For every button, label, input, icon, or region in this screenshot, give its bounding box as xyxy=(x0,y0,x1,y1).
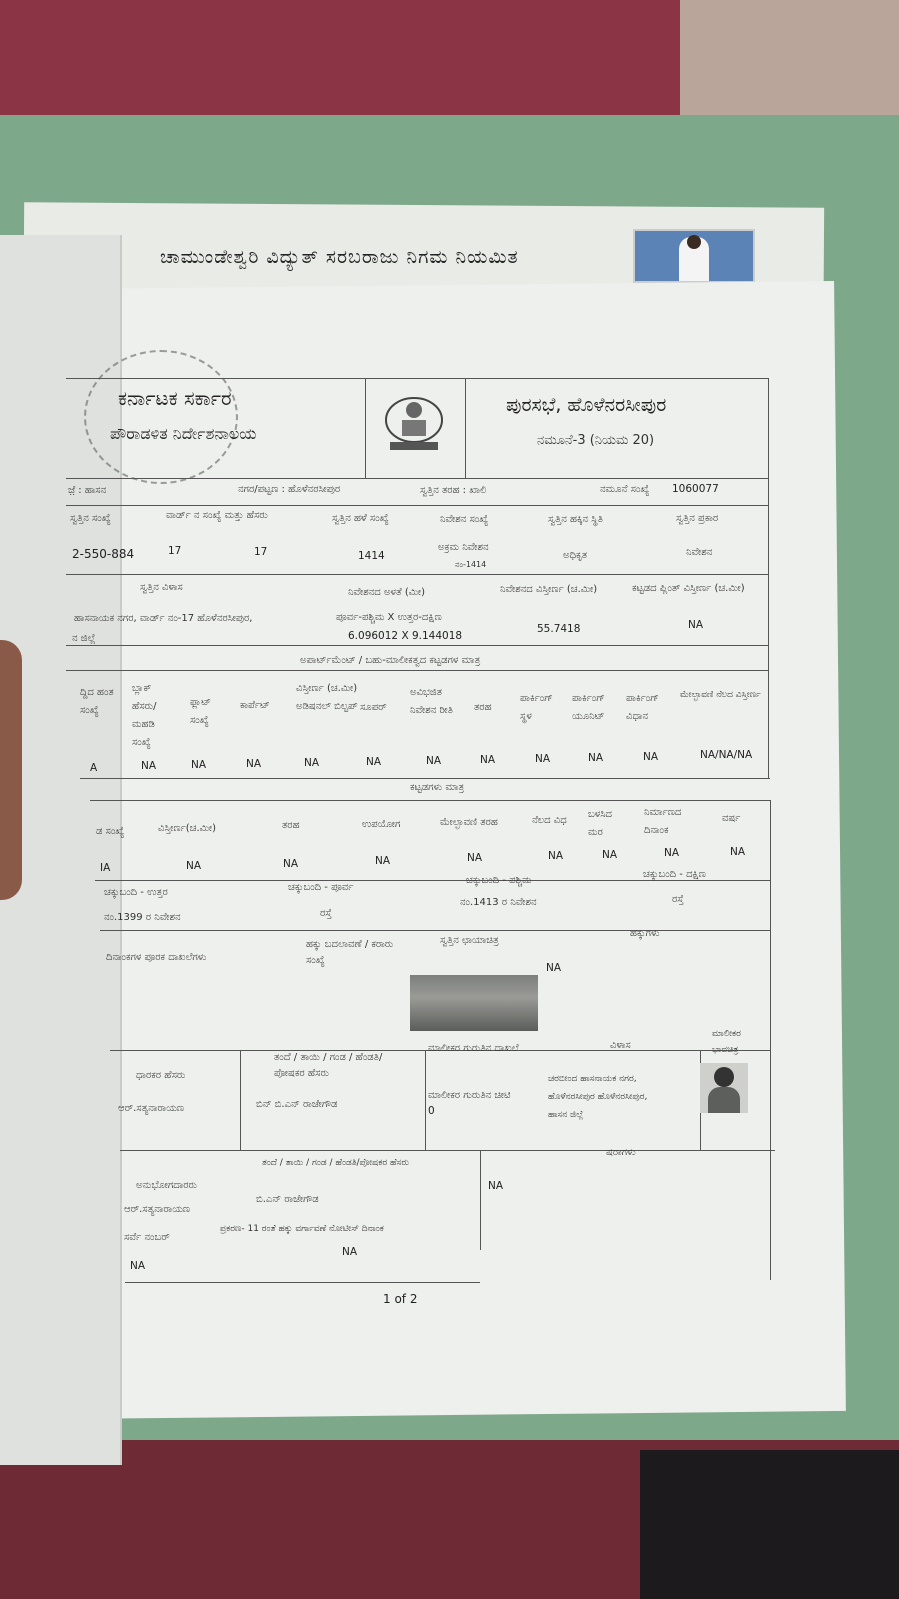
apt-val-5: NA xyxy=(366,756,382,768)
site-number: ಅಕ್ರಮ ನಿವೇಶನ xyxy=(438,542,489,553)
owner-address-line-2: ಹೊಳೆನರಸೀಪುರ ಹೊಳೆನರಸೀಪುರ, xyxy=(548,1092,648,1102)
apt-val-9: NA xyxy=(588,752,604,764)
city-label: ನಗರ/ಪಟ್ಟಣ : ಹೊಳೆನರಸೀಪುರ xyxy=(238,484,341,495)
bld-hdr-0: ಡ ಸಂಖ್ಯೆ xyxy=(96,826,125,837)
photo-person-head xyxy=(687,235,701,249)
west-boundary-value: ನಂ.1413 ರ ನಿವೇಶನ xyxy=(460,897,537,908)
ward-number: 17 xyxy=(168,545,182,557)
hdr-type: ಸ್ವತ್ತಿನ ಪ್ರಕಾರ xyxy=(676,513,719,524)
bld-val-6: NA xyxy=(602,849,618,861)
binder-edge xyxy=(680,0,899,130)
bld-val-1: NA xyxy=(186,860,202,872)
owner-photo xyxy=(700,1063,748,1113)
form-name: ನಮೂನೆ-3 (ನಿಯಮ 20) xyxy=(537,433,655,448)
remarks-value: NA xyxy=(488,1180,504,1192)
municipality-title: ಪುರಸಭೆ, ಹೊಳೆನರಸೀಪುರ xyxy=(506,394,667,416)
apt-hdr-0: ದ್ದಿದ ಹಂತ ಸಂಖ್ಯೆ xyxy=(80,687,114,716)
old-number: 1414 xyxy=(358,550,385,562)
hdr-property-no: ಸ್ವತ್ತಿನ ಸಂಖ್ಯೆ xyxy=(70,513,111,524)
built-area-value: NA xyxy=(688,619,704,631)
occupant-father-label: ತಂದೆ / ತಾಯಿ / ಗಂಡ / ಹೆಂಡತಿ/ಪೋಷಕರ ಹೆಸರು xyxy=(262,1158,409,1168)
thumb xyxy=(0,640,22,900)
apt-val-4: NA xyxy=(304,757,320,769)
apt-val-2: NA xyxy=(191,759,207,771)
owner-id-value: 0 xyxy=(428,1105,435,1117)
west-boundary-label: ಚಕ್ಕುಬಂದಿ - ಪಶ್ಚಿಮ xyxy=(466,875,532,886)
building-section-title: ಕಟ್ಟಡಗಳು ಮಾತ್ರ xyxy=(410,782,465,793)
hdr-site-no: ನಿವೇಶನ ಸಂಖ್ಯೆ xyxy=(440,514,489,525)
south-boundary-value: ರಸ್ತೆ xyxy=(672,894,684,905)
property-status: ಅಧಿಕೃತ xyxy=(563,550,588,561)
apt-val-7: NA xyxy=(480,754,496,766)
apt-val-6: NA xyxy=(426,755,442,767)
hdr-status: ಸ್ವತ್ತಿನ ಹಕ್ಕಿನ ಸ್ಥಿತಿ xyxy=(548,514,603,525)
apt-hdr-1: ಬ್ಲಾಕ್ ಹೆಸರು/ ಮಹಡಿ ಸಂಖ್ಯೆ xyxy=(132,683,157,748)
survey-label: ಸರ್ವೆ ನಂಬರ್ xyxy=(124,1232,170,1243)
address-line-1: ಹಾಸನಾಯಕ ನಗರ, ವಾರ್ಡ್ ನಂ-17 ಹೊಳೆನರಸೀಪುರ, xyxy=(74,613,253,624)
corporation-title: ಚಾಮುಂಡೇಶ್ವರಿ ವಿದ್ಯುತ್ ಸರಬರಾಜು ನಿಗಮ ನಿಯಮಿತ xyxy=(160,246,519,268)
owner-photo-head xyxy=(714,1067,734,1087)
remarks-label: ಷರಾಗಳು xyxy=(606,1147,636,1158)
area-label: ನಿವೇಶನದ ವಿಸ್ತೀರ್ಣ (ಚ.ಮೀ) xyxy=(500,584,598,595)
owner-father-name: ಬಿನ್ ಬಿ.ಎನ್ ರಾಜೇಗೌಡ xyxy=(256,1099,338,1110)
owner-name: ಆರ್.ಸತ್ಯನಾರಾಯಣ xyxy=(118,1103,185,1114)
case-value: NA xyxy=(342,1246,358,1258)
case-label: ಪ್ರಕರಣ- 11 ರಂತೆ ಹಕ್ಕು ವರ್ಗಾವಣೆ ನೋಟೀಸ್ ದಿನಾಂಕ xyxy=(220,1224,384,1234)
property-type: ಸ್ವತ್ತಿನ ತರಹ : ಖಾಲಿ xyxy=(420,485,487,496)
owner-photo-label: ಮಾಲೀಕರ ಭಾವಚಿತ್ರ xyxy=(712,1029,741,1055)
state-title: ಕರ್ನಾಟಕ ಸರ್ಕಾರ xyxy=(118,386,232,410)
rights-value: NA xyxy=(546,962,562,974)
bld-hdr-2: ತರಹ xyxy=(282,820,300,831)
form-number-label: ನಮೂನೆ ಸಂಖ್ಯೆ xyxy=(600,484,650,495)
bld-hdr-1: ವಿಸ್ತೀರ್ಣ(ಚ.ಮೀ) xyxy=(158,823,217,834)
occupant-name: ಆರ್.ಸತ್ಯನಾರಾಯಣ xyxy=(124,1204,191,1215)
district-label: ಜ಼ೆ : ಹಾಸನ xyxy=(68,485,107,496)
address-label: ಸ್ವತ್ತಿನ ವಿಳಾಸ xyxy=(140,582,183,593)
state-emblem-icon xyxy=(372,390,456,460)
owner-address-line-3: ಹಾಸನ ಜಿಲ್ಲೆ xyxy=(548,1110,584,1120)
bld-val-7: NA xyxy=(664,847,680,859)
dimensions-value: 6.096012 X 9.144018 xyxy=(348,630,463,642)
north-boundary-value: ನಂ.1399 ರ ನಿವೇಶನ xyxy=(104,912,181,923)
apt-hdr-5: ಸೂಪರ್ xyxy=(360,702,387,713)
address-line-2: ನ ಜಿಲ್ಲೆ xyxy=(72,633,96,644)
owner-address-label: ವಿಳಾಸ xyxy=(610,1040,631,1051)
bld-val-2: NA xyxy=(283,858,299,870)
east-boundary-value: ರಸ್ತೆ xyxy=(320,908,332,919)
bld-hdr-3: ಉಪಯೋಗ xyxy=(362,819,401,830)
bld-val-4: NA xyxy=(467,852,483,864)
bld-val-3: NA xyxy=(375,855,391,867)
official-seal-stamp xyxy=(84,350,238,484)
page-number: 1 of 2 xyxy=(383,1292,418,1306)
bld-hdr-4: ಮೇಲ್ಛಾವಣಿ ತರಹ xyxy=(440,817,498,828)
rights-label: ಹಕ್ಕುಗಳು xyxy=(630,928,660,939)
property-photo xyxy=(410,975,538,1031)
bld-hdr-7: ನಿರ್ಮಾಣದ ದಿನಾಂಕ xyxy=(644,807,682,836)
east-boundary-label: ಚಕ್ಕುಬಂದಿ - ಪೂರ್ವ xyxy=(288,882,354,893)
occupant-label: ಅನುಭೋಗದಾರರು xyxy=(136,1180,197,1191)
dimensions-sub: ಪೂರ್ವ-ಪಶ್ಚಿಮ X ಉತ್ತರ-ದಕ್ಷಿಣ xyxy=(336,612,442,623)
ward-name: 17 xyxy=(254,546,268,558)
top-photo xyxy=(633,229,755,283)
bld-hdr-5: ನೆಲದ ವಿಧ xyxy=(532,815,567,826)
owner-father-label: ತಂದೆ / ತಾಯಿ / ಗಂಡ / ಹೆಂಡತಿ/ಪೋಷಕರ ಹೆಸರು xyxy=(274,1052,383,1079)
apt-val-8: NA xyxy=(535,753,551,765)
directorate-title: ಪೌರಾಡಳಿತ ನಿರ್ದೇಶನಾಲಯ xyxy=(110,424,257,443)
apt-hdr-2: ಫ್ಲಾಟ್ ಸಂಖ್ಯೆ xyxy=(190,697,211,726)
supporting-docs-label: ದಿನಾಂಕಗಳ ಪೂರಕ ದಾಖಲೆಗಳು xyxy=(106,952,207,963)
apt-val-10: NA xyxy=(643,751,659,763)
property-number: 2-550-884 xyxy=(72,547,135,561)
apt-val-1: NA xyxy=(141,760,157,772)
property-category: ನಿವೇಶನ xyxy=(686,547,713,558)
apt-hdr-4: ವಿಸ್ತೀರ್ಣ (ಚ.ಮೀ) ಅಡಿಷನಲ್ ಬಿಲ್ಟಪ್ xyxy=(296,683,358,712)
south-boundary-label: ಚಕ್ಕುಬಂದಿ - ದಕ್ಷಿಣ xyxy=(643,869,706,880)
apt-hdr-3: ಕಾರ್ಪೆಟ್ xyxy=(240,700,270,711)
bld-val-5: NA xyxy=(548,850,564,862)
bld-hdr-6: ಬಳಸಿದ ಮರ xyxy=(588,809,612,838)
survey-value: NA xyxy=(130,1260,146,1272)
hdr-ward: ವಾರ್ಡ್ ನ ಸಂಖ್ಯೆ ಮತ್ತು ಹೆಸರು xyxy=(166,510,268,521)
bld-val-8: NA xyxy=(730,846,746,858)
form-number: 1060077 xyxy=(672,483,719,495)
apt-val-11: NA/NA/NA xyxy=(700,749,753,761)
built-area-label: ಕಟ್ಟಡದ ಪ್ಲಿಂತ್ ವಿಸ್ತೀರ್ಣ (ಚ.ಮೀ) xyxy=(632,583,745,594)
dimensions-label: ನಿವೇಶನದ ಅಳತೆ (ಮೀ) xyxy=(348,587,426,598)
apt-hdr-7: ತರಹ xyxy=(474,702,492,713)
apt-hdr-9: ಪಾರ್ಕಿಂಗ್ ಯೂನಿಟ್ xyxy=(572,693,605,722)
apartment-section-title: ಅಪಾರ್ಟ್‌ಮೆಂಟ್ / ಬಹು-ಮಾಲೀಕತ್ವದ ಕಟ್ಟಡಗಳ ಮಾತ್ರ xyxy=(300,655,481,666)
owner-address-line-1: ಚರಬೀಂದ ಹಾಸನಾಯಕ ನಗರ, xyxy=(548,1074,637,1084)
apt-val-0: A xyxy=(90,762,98,774)
apt-hdr-8: ಪಾರ್ಕಿಂಗ್ ಸ್ಥಳ xyxy=(520,693,553,722)
apt-val-3: NA xyxy=(246,758,262,770)
north-boundary-label: ಚಕ್ಕುಬಂದಿ - ಉತ್ತರ xyxy=(104,887,168,898)
hdr-old-no: ಸ್ವತ್ತಿನ ಹಳೆ ಸಂಖ್ಯೆ xyxy=(332,513,389,524)
apt-hdr-6: ಅವಿಭಜಿತ ನಿವೇಶನ ರೀತಿ xyxy=(410,687,453,716)
site-sub: ನಂ-1414 xyxy=(455,560,487,569)
owner-id-label-2: ಮಾಲೀಕರ ಗುರುತಿನ ಚೀಟಿ xyxy=(428,1090,511,1101)
owner-photo-body xyxy=(708,1087,740,1113)
owner-name-label: ಧಾರಕರ ಹೆಸರು xyxy=(136,1070,186,1081)
owner-id-label: ಮಾಲೀಕರ ಗುರುತಿನ ದಾಖಲೆ xyxy=(428,1043,519,1054)
apt-hdr-10: ಪಾರ್ಕಿಂಗ್ ವಿಧಾನ xyxy=(626,693,659,722)
area-value: 55.7418 xyxy=(537,623,581,635)
property-photo-label: ಸ್ವತ್ತಿನ ಛಾಯಾಚಿತ್ರ xyxy=(440,935,499,946)
occupant-father-name: ಬಿ.ಎನ್ ರಾಜೇಗೌಡ xyxy=(256,1194,319,1205)
apt-hdr-11: ಮೇಲ್ಛಾವಣಿ ನೆಲದ ವಿಸ್ತೀರ್ಣ xyxy=(680,690,761,700)
bld-hdr-8: ವರ್ಷ xyxy=(722,813,741,824)
dark-corner xyxy=(640,1450,899,1599)
transfer-label: ಹಕ್ಕು ಬದಲಾವಣೆ / ಕರಾರು ಸಂಖ್ಯೆ xyxy=(306,939,394,966)
bld-val-0: IA xyxy=(100,862,111,874)
